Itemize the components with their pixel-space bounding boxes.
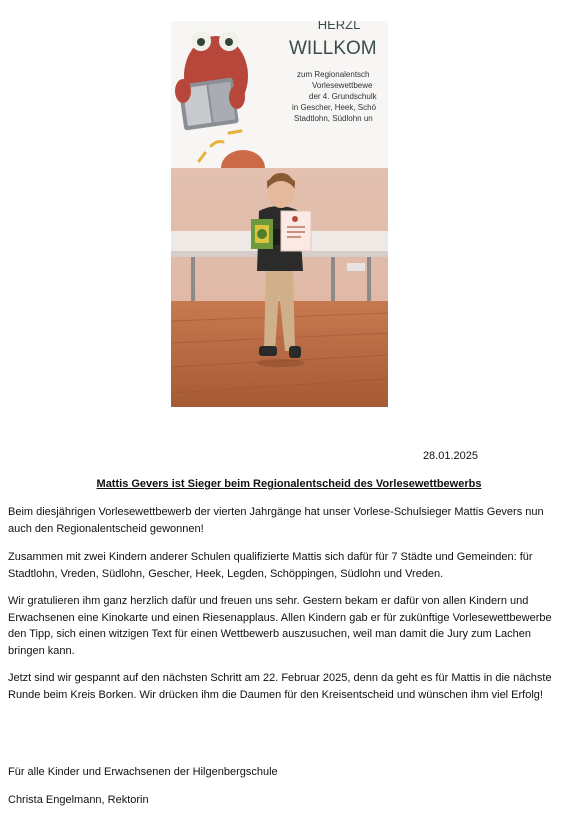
svg-text:zum Regionalentsch: zum Regionalentsch [297,70,370,79]
paragraph-1: Beim diesjährigen Vorlesewettbewerb der vierten Jahrgänge hat unser Vorlese-Schulsieger Mattis Gevers nun auch den Regionalentscheid gewonnen! [8,506,544,535]
book-prize [251,219,273,249]
paragraph-2: Zusammen mit zwei Kindern anderer Schulen qualifizierte Mattis sich dafür für 7 Städte und Gemeinden: für Stadtlohn, Vreden, Südlohn, Gescher, Heek, Legden, Schöppingen, Südlohn und Vreden. [8,551,533,580]
signature: Christa Engelmann, Rektorin [8,794,149,806]
screen-title: WILLKOM [289,38,377,59]
closing-line: Für alle Kinder und Erwachsenen der Hilgenbergschule [8,766,278,778]
paragraph-4: Jetzt sind wir gespannt auf den nächsten Schritt am 22. Februar 2025, denn da geht es für Mattis in die nächste Runde beim Kreis Borken. Wir drücken ihm die Daumen für den Kreisentscheid und wünschen ihm viel Erfolg! [8,672,552,701]
svg-text:Vorlesewettbewe: Vorlesewettbewe [312,81,373,90]
document-date: 28.01.2025 [422,450,478,462]
svg-text:Stadtlohn, Südlohn un: Stadtlohn, Südlohn un [294,114,373,123]
svg-text:der 4. Grundschulk: der 4. Grundschulk [309,92,377,101]
certificate [281,211,311,251]
paragraph-3: Wir gratulieren ihm ganz herzlich dafür und freuen uns sehr. Gestern bekam er dafür von allen Kindern und Erwachsenen eine Kinokarte und einen Riesenapplaus. Allen Kindern gab er für zukünftige Vorlesewettbewerbe den Tipp, sich einen witzigen Text für einen Wettbewerb auszusuchen, weil man damit die Jury zum Lachen bringen kann. [8,595,552,657]
svg-text:in Gescher, Heek, Schö: in Gescher, Heek, Schö [292,103,377,112]
winner-photo [171,21,388,407]
screen-heading: HERZL [317,21,361,32]
article-headline: Mattis Gevers ist Sieger beim Regionalentscheid des Vorlesewettbewerbs [96,478,482,490]
